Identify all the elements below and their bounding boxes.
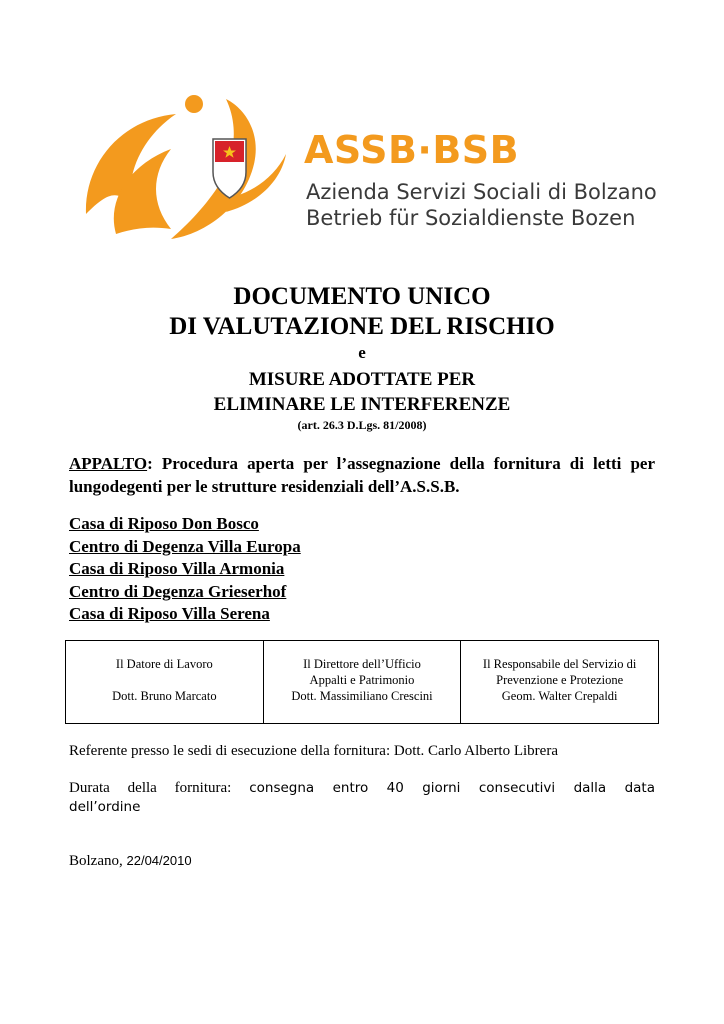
date: 22/04/2010: [126, 853, 192, 868]
structures-list: [69, 513, 301, 626]
assb-logo: [76, 94, 656, 244]
signature-name: Dott. Bruno Marcato: [112, 689, 217, 703]
document-subtitle-line1: MISURE ADOTTATE PER: [248, 369, 476, 390]
list-item: Casa di Riposo Villa Armonia: [69, 559, 285, 578]
signature-cell-employer: [66, 641, 264, 724]
list-item: Centro di Degenza Villa Europa: [69, 536, 301, 556]
signature-cell-director: [263, 641, 461, 724]
signature-role: Il Responsabile del Servizio di: [482, 657, 637, 671]
logo-subtitle-german: Betrieb für Sozialdienste Bozen: [306, 206, 636, 230]
assb-emblem-icon: [76, 94, 306, 244]
durata-label: Durata della fornitura: [69, 780, 228, 796]
list-item: Centro di Degenza Grieserhof: [69, 581, 287, 601]
document-title-conjunction: e: [358, 343, 366, 362]
durata-value-line1: consegna entro 40 giorni consecutivi dalla data: [249, 780, 655, 796]
durata-line1: [69, 779, 655, 798]
logo-subtitle-italian: Azienda Servizi Sociali di Bolzano: [306, 180, 657, 204]
signature-role-line2: Prevenzione e Protezione: [496, 673, 624, 687]
signature-role: Il Datore di Lavoro: [115, 657, 213, 671]
list-item: Casa di Riposo Villa Serena: [69, 604, 270, 623]
referente-text: Referente presso le sedi di esecuzione della fornitura: Dott. Carlo Alberto Librera: [69, 743, 558, 759]
place: Bolzano,: [69, 853, 127, 869]
legal-reference: (art. 26.3 D.Lgs. 81/2008): [297, 418, 427, 432]
signature-name: Dott. Massimiliano Crescini: [291, 689, 433, 703]
durata-separator: :: [227, 780, 232, 796]
durata-value-line2: dell’ordine: [69, 799, 141, 815]
document-subtitle-line2: ELIMINARE LE INTERFERENZE: [213, 394, 511, 415]
appalto-text: : Procedura aperta per l’assegnazione della fornitura di letti per lungodegenti per le strutture residenziali dell’A.S.S.B.: [69, 454, 655, 496]
table-row: [66, 641, 659, 724]
list-item: Casa di Riposo Don Bosco: [69, 514, 259, 533]
signatures-table: [65, 640, 659, 724]
document-title-line2: DI VALUTAZIONE DEL RISCHIO: [169, 313, 555, 340]
signature-role-line2: Appalti e Patrimonio: [309, 673, 415, 687]
signature-role: Il Direttore dell’Ufficio: [303, 657, 421, 671]
place-date: [69, 852, 192, 870]
appalto-label: APPALTO: [69, 454, 148, 473]
document-title-line1: DOCUMENTO UNICO: [233, 283, 491, 310]
appalto-paragraph: [69, 452, 655, 498]
signature-name: Geom. Walter Crepaldi: [501, 689, 618, 703]
signature-role-line2: [70, 672, 259, 688]
signature-cell-safety-manager: [461, 641, 659, 724]
logo-title: ASSB·BSB: [304, 128, 520, 172]
